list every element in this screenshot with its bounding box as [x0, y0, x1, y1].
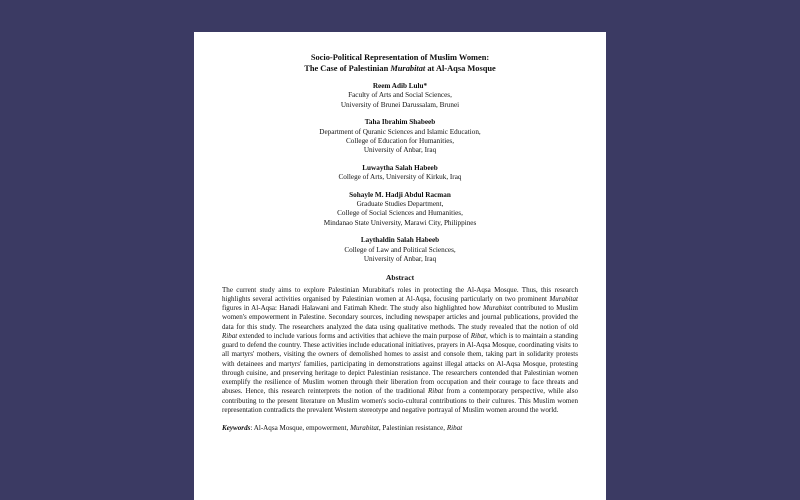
paper-page	[194, 32, 606, 500]
author-affiliation: Graduate Studies Department,	[356, 200, 444, 209]
author-affiliation: University of Brunei Darussalam, Brunei	[340, 100, 460, 109]
abstract-italic-term: Ribat	[427, 387, 444, 396]
author-affiliation: Mindanao State University, Marawi City, Philippines	[323, 218, 477, 227]
author-block	[222, 191, 578, 229]
author-affiliation: University of Anbar, Iraq	[363, 255, 437, 264]
keywords-line	[222, 424, 578, 433]
keyword-italic: Ribat	[446, 424, 463, 432]
author-affiliation: College of Education for Humanities,	[346, 137, 454, 146]
author-name: Reem Adib Lulu*	[372, 82, 428, 90]
title-line-1: Socio-Political Representation of Muslim Women:	[310, 53, 490, 62]
author-affiliation: University of Anbar, Iraq	[363, 146, 437, 155]
title-line-2-prefix: The Case of Palestinian	[304, 64, 391, 73]
abstract-text-segment: from a contemporary perspective, while also contributing to the present literature on Muslim women's socio-cultural contributions to their cultures. This Muslim women representation contradicts the prevalent Western stereotype and negative portrayal of Muslim women around the world.	[222, 387, 578, 414]
abstract-text-segment: The current study aims to explore Palestinian Murabitat's roles in protecting the Al-Aqsa Mosque. Thus, this research highlights several activities organised by Palestinian women at Al-Aqsa, focusing particularly on two prominent	[222, 285, 578, 303]
author-block	[222, 82, 578, 110]
keyword-italic: Murabitat	[350, 424, 379, 432]
author-name: Luwaytha Salah Habeeb	[362, 163, 438, 172]
abstract-text-segment: , which is to maintain a standing guard to defend the country. These activities include educational initiatives, prayers in Al-Aqsa Mosque, coordinating visits to all martyrs' mothers, visiting the owners of demolished homes to assist and console them, taking part in solidarity protests with detainees and martyrs' families, participating in demonstrations against illegal attacks on Al-Aqsa Mosque, protesting through cuisine, and preserving heritage to depict Palestinian resistance. The researchers contended that Palestinian women exemplify the resilience of Muslim women through their liberation from occupation and their courage to face threats and abuses. Hence, this research reinterprets the notion of the traditional	[222, 331, 578, 396]
abstract-text-segment: contributed to Muslim women's empowerment in Palestine. Secondary sources, including newspaper articles and journal publications, provided the data for this study. The researchers analyzed the data using qualitative methods. The study revealed that the notion of old	[222, 304, 578, 331]
author-affiliation: College of Social Sciences and Humanities,	[337, 209, 463, 218]
abstract-body	[222, 286, 578, 416]
author-affiliation: Faculty of Arts and Social Sciences,	[348, 91, 452, 100]
abstract-text-segment: figures in Al-Aqsa: Hanadi Halawani and Fatimah Khedr. The study also highlighted how	[222, 304, 484, 312]
author-name: Taha Ibrahim Shabeeb	[364, 118, 436, 127]
keywords-label: Keywords	[222, 424, 251, 432]
abstract-heading: Abstract	[385, 272, 415, 282]
author-affiliation: College of Law and Political Sciences,	[344, 245, 456, 254]
abstract-italic-term: Murabitat	[483, 304, 512, 312]
abstract-italic-term: Ribat	[470, 331, 487, 340]
author-block	[222, 118, 578, 156]
author-name: Laythaldin Salah Habeeb	[360, 236, 440, 245]
title-line-2-italic: Murabitat	[390, 64, 426, 73]
abstract-italic-term: Ribat	[222, 331, 238, 340]
title-line-2-suffix: at Al-Aqsa Mosque	[425, 64, 496, 73]
abstract-text-segment: extended to include various forms and activities that achieve the main purpose of	[237, 331, 471, 340]
abstract-italic-term: Murabitat	[549, 294, 578, 303]
keywords-text: : Al-Aqsa Mosque, empowerment,	[250, 424, 351, 432]
author-name: Sohayle M. Hadji Abdul Racman	[349, 190, 451, 199]
paper-title	[222, 52, 578, 74]
author-block	[222, 164, 578, 183]
author-affiliation: College of Arts, University of Kirkuk, Iraq	[338, 173, 462, 182]
author-affiliation: Department of Quranic Sciences and Islamic Education,	[319, 127, 481, 136]
title-line-2	[222, 63, 578, 74]
author-block	[222, 236, 578, 264]
keywords-text: , Palestinian resistance,	[378, 424, 447, 432]
